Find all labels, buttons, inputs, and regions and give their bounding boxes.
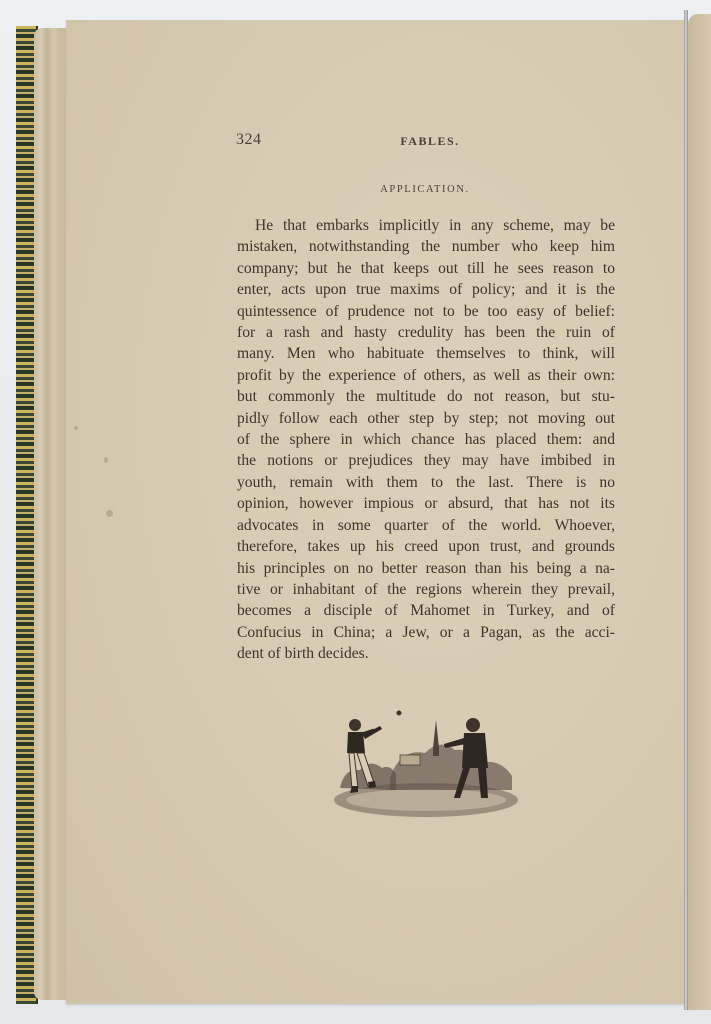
body-text bbox=[237, 215, 615, 665]
text-line: for a rash and hasty credulity has been the ruin of bbox=[237, 324, 615, 342]
text-line: enter, acts upon true maxims of policy; and it is the bbox=[237, 281, 615, 299]
text-line: the notions or prejudices they may have imbibed in bbox=[237, 452, 615, 470]
section-heading: APPLICATION. bbox=[380, 184, 470, 195]
text-line: of the sphere in which chance has placed them: and bbox=[237, 431, 615, 449]
text-line: becomes a disciple of Mahomet in Turkey, and of bbox=[237, 602, 615, 620]
text-line: his principles on no better reason than his being a na- bbox=[237, 559, 615, 577]
text-line: dent of birth decides. bbox=[237, 645, 369, 663]
running-head bbox=[236, 131, 614, 151]
text-line: youth, remain with them to the last. There is no bbox=[237, 473, 615, 491]
woodcut-illustration bbox=[330, 708, 522, 823]
text-line: He that embarks implicitly in any scheme, may be bbox=[255, 217, 615, 234]
text-line: pidly follow each other step by step; not moving out bbox=[237, 409, 615, 427]
foxing-spot bbox=[74, 426, 78, 430]
text-line: advocates in some quarter of the world. Whoever, bbox=[237, 516, 615, 534]
foxing-spot bbox=[106, 510, 113, 517]
text-line: many. Men who habituate themselves to think, will bbox=[237, 345, 615, 363]
text-line: Confucius in China; a Jew, or a Pagan, as the acci- bbox=[237, 623, 615, 641]
text-line: quintessence of prudence not to be too easy of belief: bbox=[237, 302, 615, 320]
text-line: therefore, takes up his creed upon trust, and grounds bbox=[237, 538, 615, 556]
running-title: FABLES. bbox=[400, 134, 460, 148]
boys-playing-catch-icon bbox=[330, 708, 522, 823]
text-line: but commonly the multitude do not reason, but stu- bbox=[237, 388, 615, 406]
text-line: mistaken, notwithstanding the number who keep him bbox=[237, 238, 615, 256]
facing-page-edge bbox=[688, 14, 711, 1010]
text-line: profit by the experience of others, as well as their own: bbox=[237, 366, 615, 384]
text-line: tive or inhabitant of the regions wherein they prevail, bbox=[237, 580, 615, 598]
foxing-spot bbox=[104, 457, 108, 463]
page-block-edges bbox=[34, 28, 70, 1000]
page-number: 324 bbox=[236, 131, 262, 148]
text-line: opinion, however impious or absurd, that has not its bbox=[237, 495, 615, 513]
text-line: company; but he that keeps out till he sees reason to bbox=[237, 259, 615, 277]
